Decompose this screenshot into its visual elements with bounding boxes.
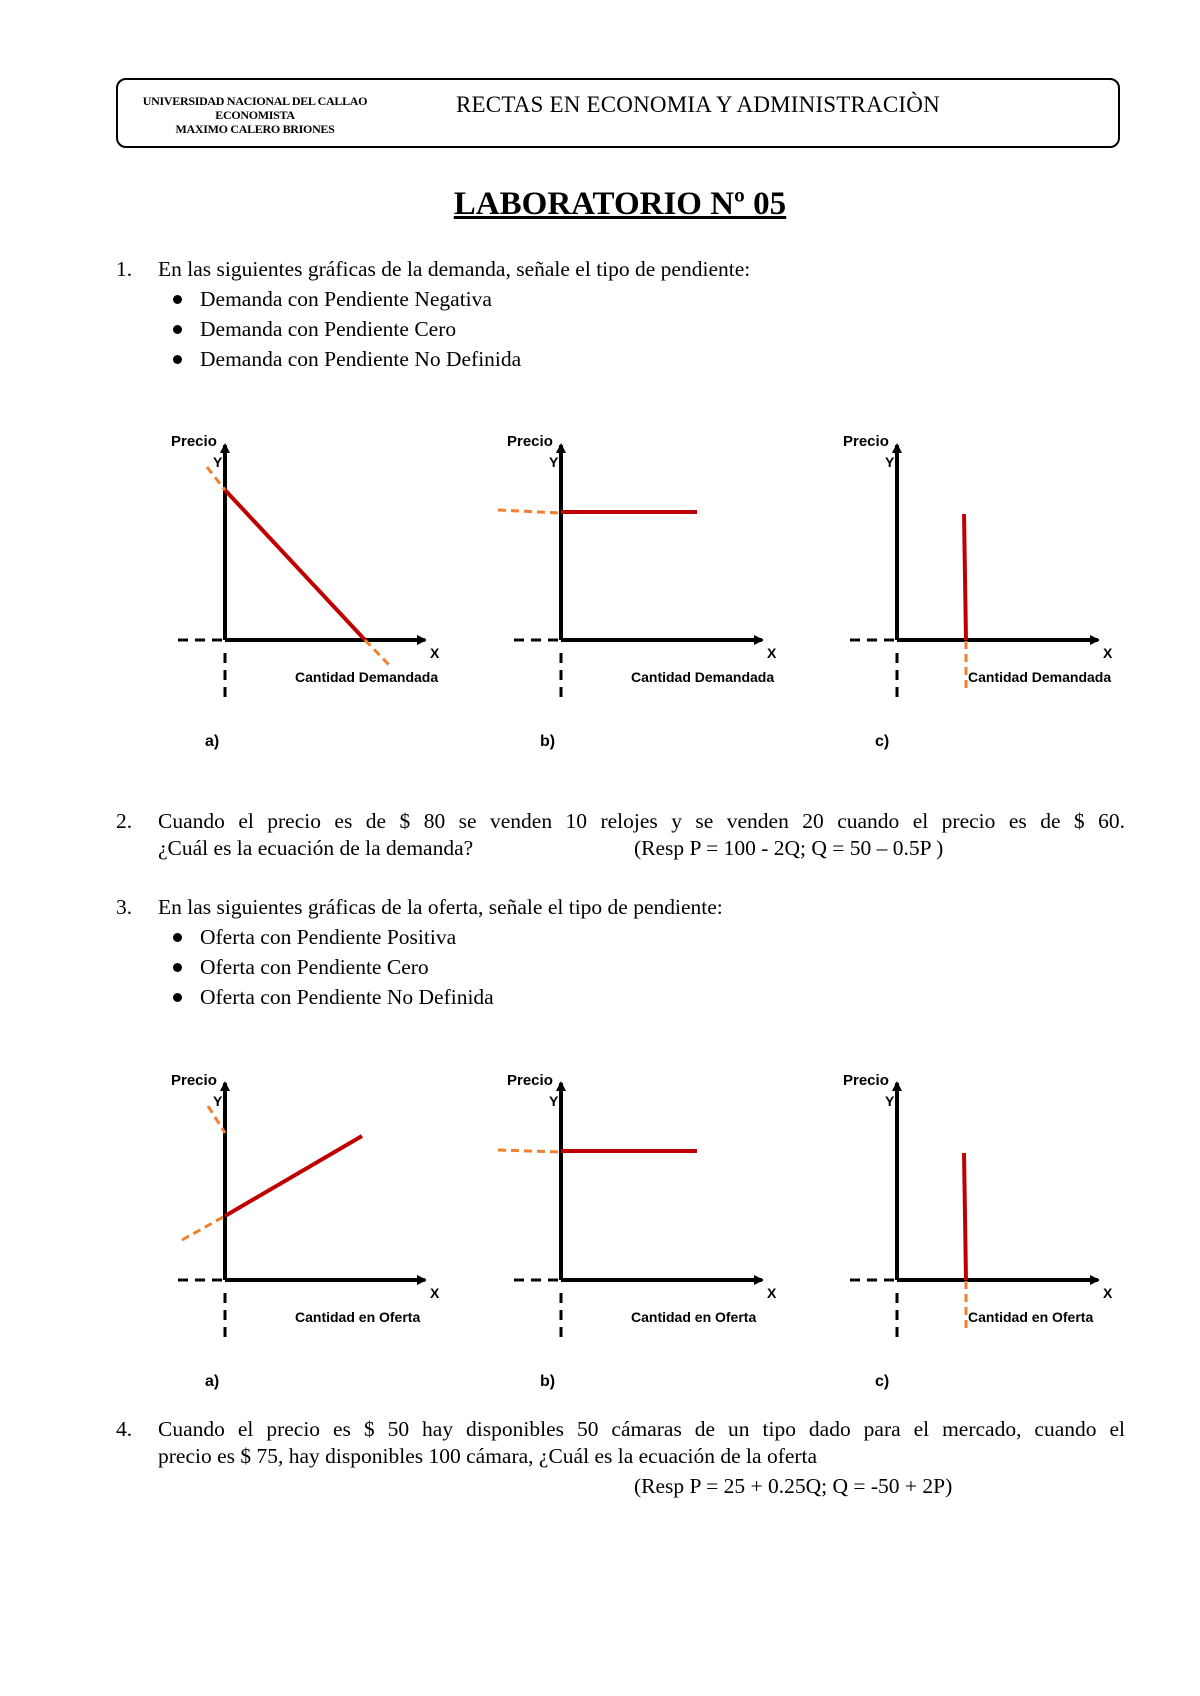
question-number: 2. [116, 809, 133, 833]
header-title: RECTAS EN ECONOMIA Y ADMINISTRACIÒN [456, 92, 940, 117]
supply-graph-b [498, 1072, 777, 1390]
list-item: Demanda con Pendiente Cero [170, 314, 521, 344]
institution-name: UNIVERSIDAD NACIONAL DEL CALLAO [142, 94, 368, 108]
y-axis-letter: Y [549, 454, 559, 470]
x-axis-letter: X [1103, 645, 1113, 661]
x-axis-letter: X [767, 1285, 777, 1301]
question-4-line2: precio es $ 75, hay disponibles 100 cámara, ¿Cuál es la ecuación de la oferta [158, 1444, 818, 1468]
dashed-extension [365, 640, 392, 668]
supply-line [964, 1153, 966, 1280]
demand-line [225, 490, 365, 640]
graph-caption: c) [875, 1373, 890, 1390]
question-4-answer: (Resp P = 25 + 0.25Q; Q = -50 + 2P) [634, 1474, 953, 1498]
graph-caption: b) [540, 733, 556, 750]
y-axis-title: Precio [507, 433, 553, 450]
x-axis-title: Cantidad Demandada [295, 669, 439, 685]
question-text: En las siguientes gráficas de la demanda, señale el tipo de pendiente: [158, 257, 751, 281]
y-axis-letter: Y [885, 1093, 895, 1109]
demand-graph-c [843, 433, 1113, 750]
y-axis-title: Precio [507, 1072, 553, 1089]
x-axis-letter: X [430, 1285, 440, 1301]
y-axis-letter: Y [885, 454, 895, 470]
list-item: Oferta con Pendiente No Definida [170, 982, 494, 1012]
demand-graph-b [498, 433, 777, 750]
y-axis-letter: Y [213, 1093, 223, 1109]
supply-graph-a [171, 1072, 440, 1390]
lab-title: LABORATORIO Nº 05 [453, 186, 787, 222]
dashed-extension [498, 510, 561, 513]
x-axis-letter: X [1103, 1285, 1113, 1301]
demand-line [964, 514, 966, 640]
question-number: 3. [116, 895, 133, 919]
x-axis-title: Cantidad en Oferta [968, 1309, 1094, 1325]
list-item: Oferta con Pendiente Cero [170, 952, 494, 982]
question-2-answer: (Resp P = 100 - 2Q; Q = 50 – 0.5P ) [634, 836, 944, 860]
y-axis-title: Precio [843, 1072, 889, 1089]
list-item: Oferta con Pendiente Positiva [170, 922, 494, 952]
dashed-extension [208, 1106, 225, 1133]
dashed-extension [182, 1216, 225, 1240]
graph-caption: c) [875, 733, 890, 750]
graph-caption: a) [205, 733, 220, 750]
question-text: En las siguientes gráficas de la oferta, señale el tipo de pendiente: [158, 895, 723, 919]
y-axis-title: Precio [843, 433, 889, 450]
graph-caption: a) [205, 1373, 220, 1390]
x-axis-title: Cantidad Demandada [968, 669, 1112, 685]
author-name: MAXIMO CALERO BRIONES [175, 122, 335, 136]
author-profession: ECONOMISTA [215, 108, 295, 122]
graph-caption: b) [540, 1373, 556, 1390]
x-axis-letter: X [430, 645, 440, 661]
list-item: Demanda con Pendiente No Definida [170, 344, 521, 374]
supply-line [225, 1136, 362, 1216]
x-axis-title: Cantidad Demandada [631, 669, 775, 685]
x-axis-title: Cantidad en Oferta [631, 1309, 757, 1325]
question-number: 4. [116, 1417, 133, 1441]
supply-graph-c [843, 1072, 1113, 1390]
dashed-extension [207, 467, 225, 490]
question-number: 1. [116, 257, 133, 281]
question-2-line2: ¿Cuál es la ecuación de la demanda? [158, 836, 474, 860]
question-text: Cuando el precio es de $ 80 se venden 10 relojes y se venden 20 cuando el precio es de $ 60. [158, 809, 1125, 833]
y-axis-title: Precio [171, 1072, 217, 1089]
demand-graph-a [171, 433, 440, 750]
x-axis-letter: X [767, 645, 777, 661]
dashed-extension [498, 1150, 561, 1152]
y-axis-letter: Y [549, 1093, 559, 1109]
question-text: Cuando el precio es $ 50 hay disponibles 50 cámaras de un tipo dado para el mercado, cuando el [158, 1417, 1125, 1441]
y-axis-letter: Y [213, 454, 223, 470]
list-item: Demanda con Pendiente Negativa [170, 284, 521, 314]
y-axis-title: Precio [171, 433, 217, 450]
x-axis-title: Cantidad en Oferta [295, 1309, 421, 1325]
